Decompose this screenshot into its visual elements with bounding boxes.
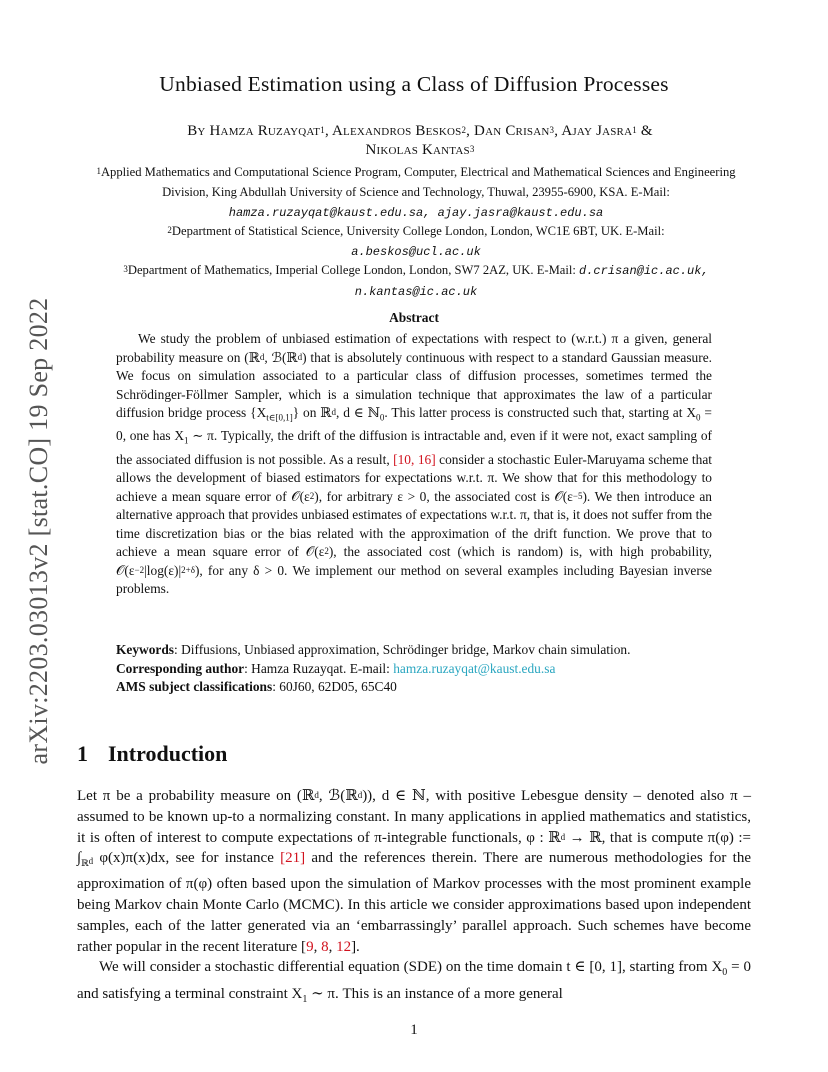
section-heading-introduction: 1 Introduction [77, 741, 228, 766]
keywords: Keywords: Diffusions, Unbiased approximation, Schrödinger bridge, Markov chain simulation. [116, 642, 631, 657]
affiliation-3-email-kantas: n.kantas@ic.ac.uk [354, 284, 478, 299]
intro-paragraph-1: Let π be a probability measure on (ℝ$^d$, ℬ(ℝ$^d$)), d ∈ ℕ, with positive Lebesgue density – denoted also π – assumed to be known up-to a normalizing constant. In many applications in applied mathematics and statistics, it is often of interest to compute expectations of π-integrable functionals, φ : ℝ$^d$ → ℝ, that is compute π(φ) := $\int_{ℝ^d}$ φ(x)π(x)dx, see for instance [21] and the references therein. There are numerous methodologies for the approximation of π(φ) often based upon the simulation of Markov processes with the most prominent example being Markov chain Monte Carlo (MCMC). In this article we consider approximations based upon independent samples, each of the latter generated via an ‘embarrassingly’ parallel approach. Such schemes have become rather popular in the recent literature [9, 8, 12]. [77, 788, 751, 955]
introduction-body [77, 786, 751, 1011]
paper-metadata [116, 641, 712, 697]
intro-paragraph-2: We will consider a stochastic differential equation (SDE) on the time domain t ∈ [0, 1], starting from $X_0 = 0$ and satisfying a terminal constraint $X_1$ ∼ π. This is an instance of a more general [77, 959, 751, 1006]
citation-link[interactable]: 12 [336, 938, 352, 955]
author-kantas: Nikolas Kantas [365, 142, 470, 158]
author-jasra: , Ajay Jasra [554, 123, 633, 139]
author-ruzayqat: By Hamza Ruzayqat [187, 123, 321, 139]
abstract-heading: Abstract [389, 310, 439, 325]
affiliation-3: $^3$Department of Mathematics, Imperial College London, London, SW7 2AZ, UK. E-Mail: d.crisan@ic.ac.uk, n.kantas@ic.ac.uk [123, 263, 709, 299]
affiliation-3-email-crisan: d.crisan@ic.ac.uk, [579, 264, 709, 278]
author-crisan: , Dan Crisan [466, 123, 550, 139]
ams-classifications: AMS subject classifications: 60J60, 62D05, 65C40 [116, 679, 397, 695]
citation-link[interactable]: [10, 16] [393, 451, 436, 467]
affiliation-1: $^1$Applied Mathematics and Computational Science Program, Computer, Electrical and Mathematical Sciences and Engineering Division, King Abdullah University of Science and Technology, Thuwal, 23955-6900, KSA. E-Mail: hamza.ruzayqat@kaust.edu.sa, ajay.jasra@kaust.edu.sa [96, 165, 736, 220]
author-list: By Hamza Ruzayqat$^1$, Alexandros Beskos$^2$, Dan Crisan$^3$, Ajay Jasra$^1$ & Nikolas Kantas$^3$ [187, 123, 653, 158]
paper-title: Unbiased Estimation using a Class of Diffusion Processes [159, 72, 669, 96]
citation-link[interactable]: [21] [280, 850, 306, 867]
affiliation-2-email: a.beskos@ucl.ac.uk [351, 244, 481, 259]
author-beskos: , Alexandros Beskos [324, 123, 462, 139]
citation-link[interactable]: 8 [321, 938, 329, 955]
corresponding-author: Corresponding author: Hamza Ruzayqat. E-mail: hamza.ruzayqat@kaust.edu.sa [116, 660, 556, 676]
corresponding-email-link[interactable]: hamza.ruzayqat@kaust.edu.sa [393, 660, 556, 676]
abstract-body: We study the problem of unbiased estimation of expectations with respect to (w.r.t.) π a given, general probability measure on (ℝ$^d$, ℬ(ℝ$^d$) that is absolutely continuous with respect to a standard Gaussian measure. We focus on simulation associated to a particular class of diffusion processes, sometimes termed the Schrödinger-Föllmer Sampler, which is a simulation technique that approximates the law of a particular diffusion bridge process $\{X_{t\in[0,1]}\}$ on ℝ$^d$, d ∈ ℕ$_0$. This latter process is constructed such that, starting at $X_0 = 0$, one has $X_1$ ∼ π. Typically, the drift of the diffusion is intractable and, even if it were not, exact sampling of the associated diffusion is not possible. As a result, [10, 16] consider a stochastic Euler-Maruyama scheme that allows the development of biased estimators for expectations w.r.t. π. We show that for this methodology to achieve a mean square error of $𝒪(\varepsilon^2)$, for arbitrary ε > 0, the associated cost is $𝒪(\varepsilon^{-5})$. We then introduce an alternative approach that provides unbiased estimates of expectations w.r.t. π, that is, it does not suffer from the time discretization bias or the bias related with the approximation of the drift function. We prove that to achieve a mean square error of $𝒪(\varepsilon^2)$, the associated cost (which is random) is, with high probability, $𝒪(\varepsilon^{-2}|\log(\varepsilon)|^{2+\delta})$, for any δ > 0. We implement our method on several examples including Bayesian inverse problems. [116, 331, 712, 597]
arxiv-identifier: arXiv:2203.03013v2 [stat.CO] 19 Sep 2022 [24, 297, 53, 765]
citation-link[interactable]: 9 [306, 938, 314, 955]
affiliation-1-emails: hamza.ruzayqat@kaust.edu.sa, ajay.jasra@kaust.edu.sa [228, 205, 604, 220]
page-number: 1 [410, 1022, 418, 1038]
affiliation-2: $^2$Department of Statistical Science, University College London, London, WC1E 6BT, UK. E-Mail: a.beskos@ucl.ac.uk [167, 224, 665, 259]
arxiv-identifier-sidebar [22, 286, 56, 776]
